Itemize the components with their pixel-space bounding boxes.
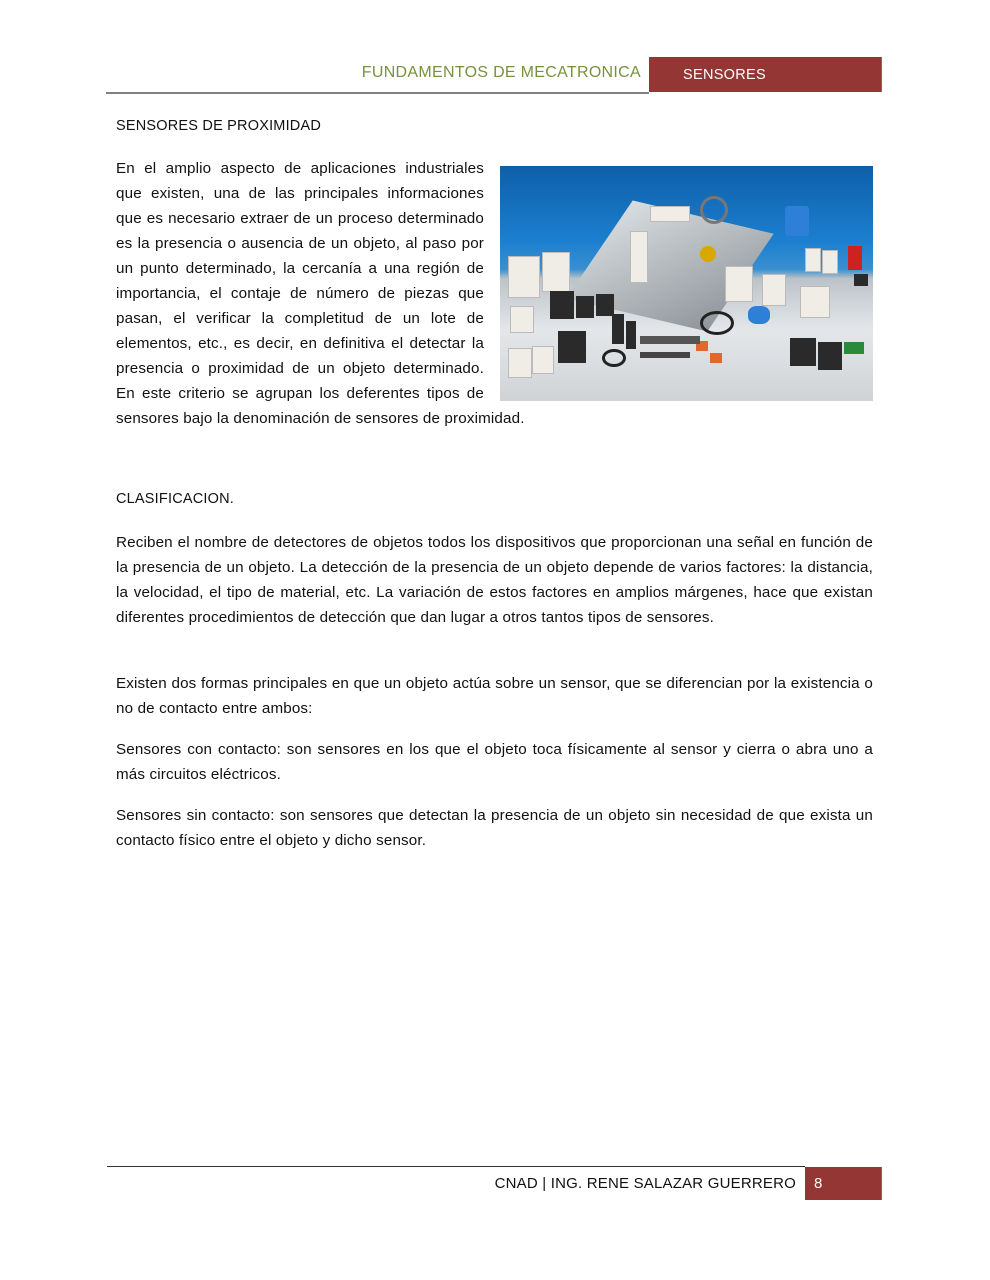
temp-controller-shape <box>762 274 786 306</box>
timer-unit-shape <box>542 252 570 292</box>
display-shape <box>854 274 868 286</box>
orange-sensor-shape <box>710 353 722 363</box>
controller-shape <box>596 294 614 316</box>
intro-block <box>116 156 873 431</box>
sensor-amp-shape <box>630 231 648 283</box>
section-heading-clasificacion: CLASIFICACION. <box>116 491 235 507</box>
paragraph-sin-contacto: Sensores sin contacto: son sensores que detectan la presencia de un objeto sin necesidad de que exista un contacto físico entre el objeto y dicho sensor. <box>116 807 873 849</box>
seven-segment-display-shape <box>848 246 862 270</box>
cable-coil-shape <box>602 349 626 367</box>
timer-unit-shape <box>508 256 540 298</box>
cable-coil-shape <box>700 311 734 335</box>
section-tab-label: SENSORES <box>683 67 766 83</box>
blue-sensor-shape <box>748 306 770 324</box>
footer-author: CNAD | ING. RENE SALAZAR GUERRERO <box>494 1175 796 1192</box>
footer-divider <box>107 1166 805 1167</box>
light-curtain-shape <box>650 206 690 222</box>
controller-shape <box>550 291 574 319</box>
pcb-shape <box>844 342 864 354</box>
paragraph-formas: Existen dos formas principales en que un objeto actúa sobre un sensor, que se diferencian por la existencia o no de contacto entre ambos: <box>116 675 873 717</box>
document-title: FUNDAMENTOS DE MECATRONICA <box>361 64 641 81</box>
rotary-encoder-shape <box>700 246 716 262</box>
encoder-shape <box>700 196 728 224</box>
relay-shape <box>805 248 821 272</box>
relay-shape <box>510 306 534 333</box>
section-heading-proximidad: SENSORES DE PROXIMIDAD <box>116 118 322 134</box>
section-tab <box>649 57 882 92</box>
page-number-box <box>805 1167 882 1200</box>
sensors-product-photo <box>500 166 873 401</box>
header-divider <box>106 92 649 94</box>
timer-shape <box>508 348 532 378</box>
proximity-sensors-row-shape <box>640 336 700 344</box>
photo-sensor-shape <box>626 321 636 349</box>
paragraph-detectores: Reciben el nombre de detectores de objetos todos los dispositivos que proporcionan una señal en función de la presencia de un objeto. La detección de la presencia de un objeto depende de varios factores: la distancia, la velocidad, el tipo de material, etc. La variación de estos factores en amplios márgenes, hace que existan diferentes procedimientos de detección que dan lugar a otros tantos tipos de sensores. <box>116 534 873 626</box>
controller-shape <box>790 338 816 366</box>
blue-module-shape <box>785 206 809 236</box>
intro-paragraph: En el amplio aspecto de aplicaciones industriales que existen, una de las principales informaciones que es necesario extraer de un proceso determinado es la presencia o ausencia de un objeto, al paso por un punto determinado, la cercanía a una región de importancia, el contaje de número de piezas que pasan, el verificar la completitud de un lote de elementos, etc., es decir, en definitiva el detectar la presencia o proximidad de un objeto determinado. En este criterio se agrupan los deferentes tipos de sensores bajo la denominación de sensores de proximidad. <box>116 160 525 427</box>
paragraph-con-contacto: Sensores con contacto: son sensores en los que el objeto toca físicamente al sensor y cierra o abra uno a más circuitos eléctricos. <box>116 741 873 783</box>
timer-shape <box>532 346 554 374</box>
timer-shape <box>800 286 830 318</box>
panel-meter-shape <box>558 331 586 363</box>
photo-sensor-shape <box>612 314 624 344</box>
relay-shape <box>822 250 838 274</box>
controller-shape <box>818 342 842 370</box>
proximity-sensors-row-shape <box>640 352 690 358</box>
controller-shape <box>576 296 594 318</box>
page-number: 8 <box>814 1175 823 1192</box>
temp-controller-shape <box>725 266 753 302</box>
